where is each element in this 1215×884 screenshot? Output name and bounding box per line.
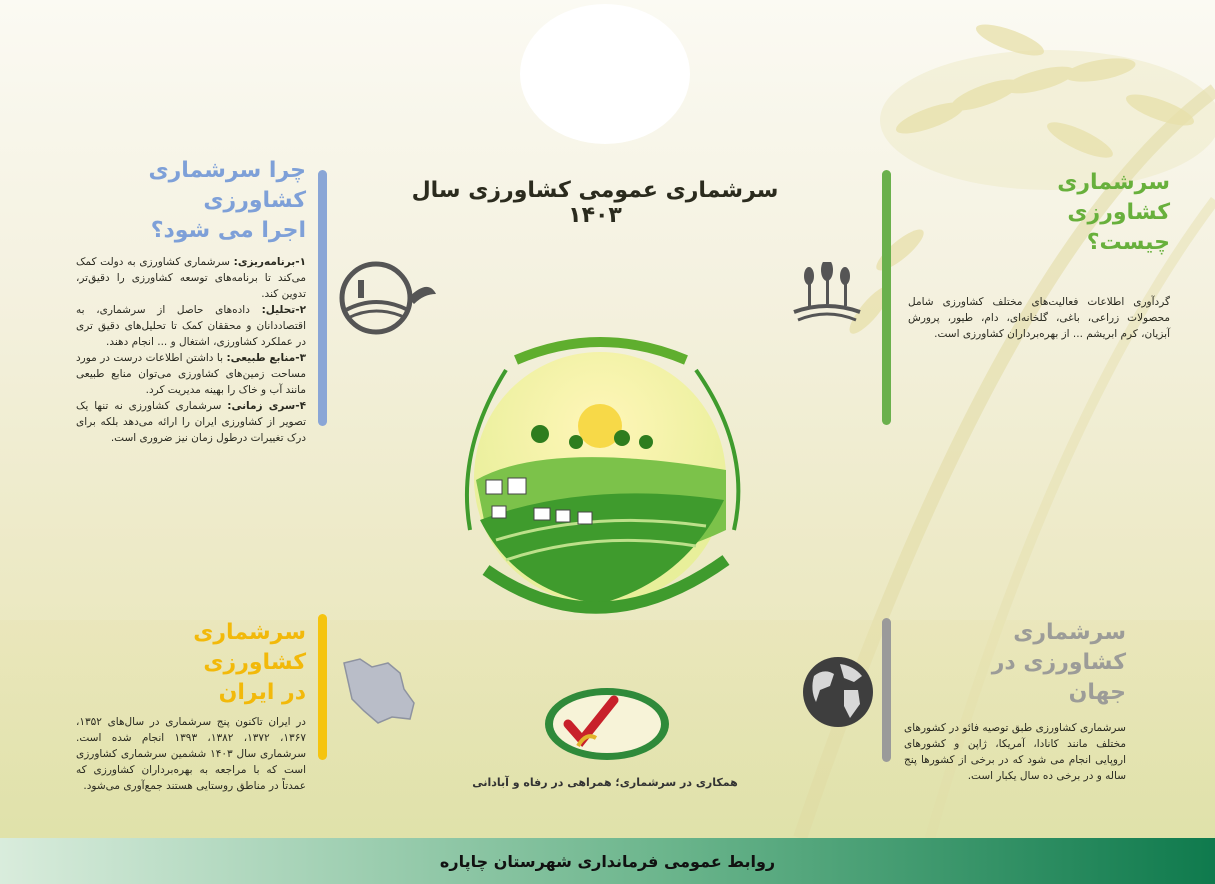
iran-map-icon (338, 655, 418, 731)
why-item: ۲-تحلیل: داده‌های حاصل از سرشماری، به اقتصاددانان و محققان کمک تا تحلیل‌های دقیق تری در عملکرد کشاورزی، اشتغال و ... انجام دهند. (76, 304, 306, 348)
footer-bar (0, 838, 1215, 884)
why-heading-line2: اجرا می شود؟ (150, 218, 306, 243)
why-item: ۳-منابع طبیعی: با داشتن اطلاعات درست در مورد مساحت زمین‌های کشاورزی می‌توان منابع طبیعی مانند آب و خاک را بهینه مدیریت کرد. (76, 352, 307, 396)
what-section (904, 168, 1170, 342)
what-body: گردآوری اطلاعات فعالیت‌های مختلف کشاورزی شامل محصولات زراعی، باغی، گلخانه‌ای، دام، طیور، پرورش آبزیان، کرم ابریشم ... از بهره‌برداران کشاورزی است. (908, 296, 1170, 340)
world-section (904, 618, 1126, 784)
footer-text: روابط عمومی فرمانداری شهرستان چاپاره (439, 851, 776, 871)
why-item: ۱-برنامه‌ریزی: سرشماری کشاورزی به دولت کمک می‌کند تا برنامه‌های توسعه کشاورزی را دقیق‌تر، تدوین کند. (76, 256, 306, 300)
iran-heading (86, 618, 306, 708)
why-body (76, 254, 306, 446)
iran-heading-line1: سرشماری کشاورزی (193, 620, 306, 675)
globe-icon (800, 654, 876, 734)
world-heading-line1: سرشماری کشاورزی در (991, 620, 1126, 675)
iran-section (76, 618, 306, 794)
farm-windmill-icon (338, 258, 438, 342)
wheat-field-icon (792, 262, 862, 326)
why-item: ۴-سری زمانی: سرشماری کشاورزی نه تنها یک تصویر از کشاورزی ایران را ارائه می‌دهد بلکه برای درک تغییرات درطول زمان نیز ضروری است. (76, 400, 306, 444)
why-heading-line1: چرا سرشماری کشاورزی (148, 158, 306, 213)
what-heading-line1: سرشماری کشاورزی (1057, 170, 1170, 225)
iran-body: در ایران تاکنون پنج سرشماری در سال‌های ۱۳۵۲، ۱۳۶۷، ۱۳۷۲، ۱۳۸۲، ۱۳۹۳ انجام شده است. سرشماری سال ۱۴۰۳ ششمین سرشماری کشاورزی است که با مراجعه به بهره‌برداران کشاورزی که عمدتاً در مناطق روستایی هستند جمع‌آوری می‌شود. (76, 716, 307, 792)
white-circle-decoration (520, 4, 690, 144)
world-body: سرشماری کشاورزی طبق توصیه فائو در کشورهای مختلف مانند کانادا، آمریکا، ژاپن و کشورهای اروپایی انجام می شود که در برخی از کشورها پنج ساله و در برخی ده سال یکبار است. (904, 722, 1126, 782)
why-accent-bar (318, 170, 327, 426)
what-accent-bar (882, 170, 891, 425)
iran-accent-bar (318, 614, 327, 760)
census-logo-icon (542, 684, 672, 772)
what-heading-line2: چیست؟ (1086, 230, 1170, 255)
world-heading-line2: جهان (1068, 680, 1126, 705)
what-heading (970, 168, 1170, 258)
why-section (76, 156, 306, 446)
why-heading (76, 156, 306, 246)
main-title: سرشماری عمومی کشاورزی سال ۱۴۰۳ (411, 178, 779, 228)
world-heading (904, 618, 1126, 708)
iran-heading-line2: در ایران (218, 680, 306, 705)
farm-globe-illustration (446, 330, 766, 634)
logo-caption: همکاری در سرشماری؛ همراهی در رفاه و آبادانی (472, 776, 738, 789)
world-accent-bar (882, 618, 891, 762)
